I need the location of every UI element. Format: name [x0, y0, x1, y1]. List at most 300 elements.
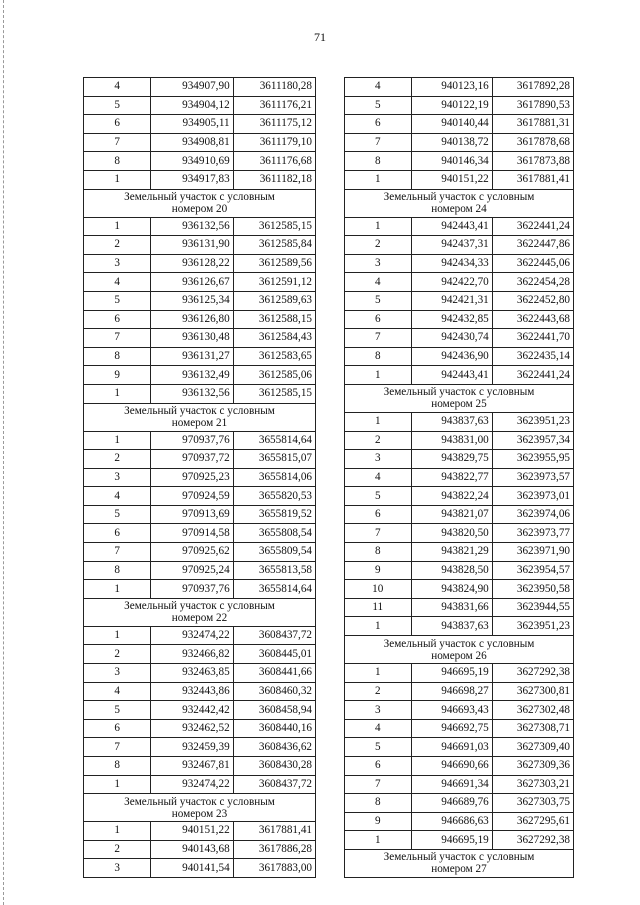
plot-header-title: Земельный участок с условным — [383, 851, 535, 864]
x-coordinate-cell: 943822,77 — [411, 468, 492, 487]
table-row — [84, 347, 316, 366]
point-number-cell: 5 — [84, 701, 151, 720]
point-number-cell: 5 — [345, 96, 412, 115]
point-number-cell: 7 — [84, 543, 151, 562]
point-number-cell: 1 — [84, 217, 151, 236]
y-coordinate-cell: 3655814,64 — [233, 431, 315, 450]
point-number-cell: 3 — [345, 450, 412, 469]
y-coordinate-cell: 3608436,62 — [233, 738, 315, 757]
x-coordinate-cell: 940151,22 — [411, 170, 492, 189]
y-coordinate-cell: 3622443,68 — [492, 310, 573, 329]
table-row — [345, 291, 574, 310]
x-coordinate-cell: 940123,16 — [411, 78, 492, 97]
table-row — [345, 115, 574, 134]
point-number-cell: 6 — [84, 524, 151, 543]
y-coordinate-cell: 3655809,54 — [233, 543, 315, 562]
table-row — [345, 580, 574, 599]
table-row — [84, 115, 316, 134]
plot-header — [345, 384, 574, 412]
plot-header-title: Земельный участок с условным — [124, 600, 275, 613]
y-coordinate-cell: 3612591,12 — [233, 273, 315, 292]
plot-header-title: Земельный участок с условным — [383, 637, 535, 650]
y-coordinate-cell: 3655820,53 — [233, 487, 315, 506]
table-row — [84, 505, 316, 524]
y-coordinate-cell: 3608437,72 — [233, 775, 315, 794]
table-row — [345, 96, 574, 115]
x-coordinate-cell: 943821,29 — [411, 543, 492, 562]
point-number-cell: 2 — [84, 840, 151, 859]
x-coordinate-cell: 936131,90 — [151, 236, 233, 255]
y-coordinate-cell: 3612585,15 — [233, 384, 315, 403]
y-coordinate-cell: 3611182,18 — [233, 170, 315, 189]
point-number-cell: 2 — [84, 236, 151, 255]
table-row — [84, 645, 316, 664]
point-number-cell: 5 — [84, 96, 151, 115]
table-row — [84, 738, 316, 757]
table-row — [345, 794, 574, 813]
x-coordinate-cell: 942436,90 — [411, 347, 492, 366]
y-coordinate-cell: 3611180,28 — [233, 78, 315, 97]
x-coordinate-cell: 943831,66 — [411, 598, 492, 617]
table-row — [84, 133, 316, 152]
x-coordinate-cell: 970925,23 — [151, 468, 233, 487]
x-coordinate-cell: 942432,85 — [411, 310, 492, 329]
point-number-cell: 6 — [345, 757, 412, 776]
point-number-cell: 1 — [345, 217, 412, 236]
x-coordinate-cell: 943820,50 — [411, 524, 492, 543]
table-row — [345, 254, 574, 273]
point-number-cell: 9 — [345, 812, 412, 831]
y-coordinate-cell: 3622435,14 — [492, 347, 573, 366]
y-coordinate-cell: 3617873,88 — [492, 152, 573, 171]
point-number-cell: 4 — [84, 487, 151, 506]
x-coordinate-cell: 932462,52 — [151, 719, 233, 738]
x-coordinate-cell: 932466,82 — [151, 645, 233, 664]
plot-header — [84, 403, 316, 431]
table-row — [84, 859, 316, 878]
table-row — [84, 217, 316, 236]
y-coordinate-cell: 3608437,72 — [233, 626, 315, 645]
point-number-cell: 6 — [84, 310, 151, 329]
x-coordinate-cell: 940138,72 — [411, 133, 492, 152]
table-row — [84, 580, 316, 599]
point-number-cell: 11 — [345, 598, 412, 617]
point-number-cell: 5 — [345, 487, 412, 506]
point-number-cell: 5 — [84, 291, 151, 310]
y-coordinate-cell: 3655815,07 — [233, 450, 315, 469]
table-row — [345, 719, 574, 738]
y-coordinate-cell: 3622441,70 — [492, 329, 573, 348]
table-row — [84, 273, 316, 292]
page-edge-artifact — [0, 0, 4, 905]
plot-header-row — [345, 849, 574, 877]
x-coordinate-cell: 946690,66 — [411, 757, 492, 776]
point-number-cell: 3 — [84, 254, 151, 273]
left-coordinates-column — [83, 77, 316, 878]
plot-header-row — [84, 403, 316, 431]
plot-header-number: номером 24 — [431, 203, 487, 216]
y-coordinate-cell: 3611176,21 — [233, 96, 315, 115]
plot-header-row — [345, 636, 574, 664]
x-coordinate-cell: 946695,19 — [411, 831, 492, 850]
plot-header-number: номером 20 — [171, 203, 228, 216]
table-row — [84, 366, 316, 385]
y-coordinate-cell: 3623971,90 — [492, 543, 573, 562]
x-coordinate-cell: 970914,58 — [151, 524, 233, 543]
x-coordinate-cell: 936132,49 — [151, 366, 233, 385]
x-coordinate-cell: 942434,33 — [411, 254, 492, 273]
plot-header-number: номером 25 — [431, 398, 487, 411]
y-coordinate-cell: 3622445,06 — [492, 254, 573, 273]
table-row — [345, 812, 574, 831]
point-number-cell: 4 — [345, 468, 412, 487]
table-row — [84, 682, 316, 701]
x-coordinate-cell: 943821,07 — [411, 505, 492, 524]
table-row — [345, 487, 574, 506]
table-row — [84, 236, 316, 255]
y-coordinate-cell: 3612585,84 — [233, 236, 315, 255]
x-coordinate-cell: 943837,63 — [411, 412, 492, 431]
x-coordinate-cell: 932467,81 — [151, 757, 233, 776]
y-coordinate-cell: 3623974,06 — [492, 505, 573, 524]
plot-header-title: Земельный участок с условным — [124, 405, 275, 417]
x-coordinate-cell: 943822,24 — [411, 487, 492, 506]
table-row — [345, 236, 574, 255]
x-coordinate-cell: 970937,76 — [151, 431, 233, 450]
point-number-cell: 1 — [345, 664, 412, 683]
plot-header-number: номером 22 — [171, 612, 228, 625]
x-coordinate-cell: 934910,69 — [151, 152, 233, 171]
table-row — [84, 384, 316, 403]
y-coordinate-cell: 3655814,06 — [233, 468, 315, 487]
right-coordinates-column — [344, 77, 574, 878]
point-number-cell: 1 — [84, 580, 151, 599]
point-number-cell: 3 — [345, 254, 412, 273]
point-number-cell: 2 — [345, 236, 412, 255]
y-coordinate-cell: 3623951,23 — [492, 617, 573, 636]
table-row — [345, 757, 574, 776]
table-row — [84, 450, 316, 469]
plot-header-title: Земельный участок с условным — [124, 191, 275, 204]
point-number-cell: 9 — [84, 366, 151, 385]
table-row — [84, 152, 316, 171]
point-number-cell: 6 — [345, 310, 412, 329]
y-coordinate-cell: 3627309,36 — [492, 757, 573, 776]
point-number-cell: 4 — [84, 273, 151, 292]
point-number-cell: 8 — [345, 794, 412, 813]
y-coordinate-cell: 3627309,40 — [492, 738, 573, 757]
point-number-cell: 4 — [84, 78, 151, 97]
y-coordinate-cell: 3608440,16 — [233, 719, 315, 738]
y-coordinate-cell: 3608430,28 — [233, 757, 315, 776]
point-number-cell: 8 — [345, 152, 412, 171]
table-row — [84, 719, 316, 738]
x-coordinate-cell: 932442,42 — [151, 701, 233, 720]
x-coordinate-cell: 932459,39 — [151, 738, 233, 757]
x-coordinate-cell: 946695,19 — [411, 664, 492, 683]
table-row — [345, 617, 574, 636]
plot-header-number: номером 21 — [171, 417, 228, 429]
table-row — [84, 840, 316, 859]
y-coordinate-cell: 3612585,15 — [233, 217, 315, 236]
y-coordinate-cell: 3627295,61 — [492, 812, 573, 831]
table-row — [84, 543, 316, 562]
x-coordinate-cell: 970937,72 — [151, 450, 233, 469]
point-number-cell: 3 — [84, 468, 151, 487]
y-coordinate-cell: 3623951,23 — [492, 412, 573, 431]
plot-header-number: номером 26 — [431, 649, 487, 662]
y-coordinate-cell: 3655813,58 — [233, 561, 315, 580]
table-row — [345, 347, 574, 366]
point-number-cell: 1 — [84, 626, 151, 645]
plot-header — [345, 189, 574, 217]
x-coordinate-cell: 940140,44 — [411, 115, 492, 134]
table-row — [84, 561, 316, 580]
x-coordinate-cell: 942437,31 — [411, 236, 492, 255]
x-coordinate-cell: 934907,90 — [151, 78, 233, 97]
table-row — [345, 561, 574, 580]
table-row — [84, 291, 316, 310]
x-coordinate-cell: 970925,62 — [151, 543, 233, 562]
point-number-cell: 4 — [345, 78, 412, 97]
plot-header-title: Земельный участок с условным — [383, 191, 535, 204]
right-coordinates-table — [344, 77, 574, 878]
plot-header — [345, 636, 574, 664]
point-number-cell: 2 — [345, 682, 412, 701]
table-row — [84, 664, 316, 683]
table-row — [84, 254, 316, 273]
table-row — [84, 701, 316, 720]
y-coordinate-cell: 3611179,10 — [233, 133, 315, 152]
x-coordinate-cell: 936128,22 — [151, 254, 233, 273]
y-coordinate-cell: 3623973,77 — [492, 524, 573, 543]
x-coordinate-cell: 970937,76 — [151, 580, 233, 599]
x-coordinate-cell: 932463,85 — [151, 664, 233, 683]
y-coordinate-cell: 3617881,41 — [492, 170, 573, 189]
y-coordinate-cell: 3622452,80 — [492, 291, 573, 310]
x-coordinate-cell: 942430,74 — [411, 329, 492, 348]
point-number-cell: 8 — [84, 561, 151, 580]
x-coordinate-cell: 936132,56 — [151, 384, 233, 403]
point-number-cell: 5 — [345, 738, 412, 757]
left-coordinates-table — [83, 77, 316, 878]
x-coordinate-cell: 934917,83 — [151, 170, 233, 189]
table-row — [84, 626, 316, 645]
y-coordinate-cell: 3612589,63 — [233, 291, 315, 310]
y-coordinate-cell: 3623973,01 — [492, 487, 573, 506]
point-number-cell: 7 — [345, 133, 412, 152]
y-coordinate-cell: 3617878,68 — [492, 133, 573, 152]
x-coordinate-cell: 936131,27 — [151, 347, 233, 366]
point-number-cell: 7 — [345, 329, 412, 348]
y-coordinate-cell: 3655808,54 — [233, 524, 315, 543]
point-number-cell: 6 — [345, 115, 412, 134]
table-row — [345, 468, 574, 487]
x-coordinate-cell: 970924,59 — [151, 487, 233, 506]
table-row — [84, 757, 316, 776]
y-coordinate-cell: 3655814,64 — [233, 580, 315, 599]
table-row — [84, 431, 316, 450]
x-coordinate-cell: 943831,00 — [411, 431, 492, 450]
point-number-cell: 1 — [345, 412, 412, 431]
point-number-cell: 6 — [84, 719, 151, 738]
table-row — [345, 543, 574, 562]
table-row — [84, 78, 316, 97]
point-number-cell: 2 — [84, 450, 151, 469]
table-row — [345, 412, 574, 431]
point-number-cell: 1 — [84, 384, 151, 403]
table-row — [84, 822, 316, 841]
x-coordinate-cell: 936132,56 — [151, 217, 233, 236]
plot-header — [84, 189, 316, 217]
y-coordinate-cell: 3612588,15 — [233, 310, 315, 329]
x-coordinate-cell: 936125,34 — [151, 291, 233, 310]
y-coordinate-cell: 3612583,65 — [233, 347, 315, 366]
table-row — [345, 310, 574, 329]
table-row — [345, 664, 574, 683]
y-coordinate-cell: 3627292,38 — [492, 831, 573, 850]
table-row — [84, 524, 316, 543]
point-number-cell: 9 — [345, 561, 412, 580]
y-coordinate-cell: 3655819,52 — [233, 505, 315, 524]
y-coordinate-cell: 3622441,24 — [492, 217, 573, 236]
x-coordinate-cell: 942443,41 — [411, 217, 492, 236]
table-row — [345, 701, 574, 720]
point-number-cell: 4 — [84, 682, 151, 701]
plot-header-number: номером 23 — [171, 807, 228, 820]
x-coordinate-cell: 970913,69 — [151, 505, 233, 524]
point-number-cell: 1 — [84, 775, 151, 794]
table-row — [84, 96, 316, 115]
point-number-cell: 1 — [84, 431, 151, 450]
x-coordinate-cell: 940143,68 — [151, 840, 233, 859]
point-number-cell: 6 — [84, 115, 151, 134]
point-number-cell: 3 — [84, 664, 151, 683]
plot-header-row — [345, 384, 574, 412]
table-row — [345, 598, 574, 617]
table-row — [345, 682, 574, 701]
x-coordinate-cell: 932474,22 — [151, 775, 233, 794]
point-number-cell: 1 — [345, 617, 412, 636]
table-row — [345, 505, 574, 524]
y-coordinate-cell: 3608445,01 — [233, 645, 315, 664]
x-coordinate-cell: 946691,34 — [411, 775, 492, 794]
table-row — [84, 775, 316, 794]
table-row — [84, 170, 316, 189]
plot-header-title: Земельный участок с условным — [383, 386, 535, 399]
point-number-cell: 5 — [84, 505, 151, 524]
y-coordinate-cell: 3622454,28 — [492, 273, 573, 292]
plot-header-row — [345, 189, 574, 217]
y-coordinate-cell: 3617881,31 — [492, 115, 573, 134]
y-coordinate-cell: 3611176,68 — [233, 152, 315, 171]
point-number-cell: 4 — [345, 273, 412, 292]
x-coordinate-cell: 946693,43 — [411, 701, 492, 720]
table-row — [345, 78, 574, 97]
table-row — [84, 310, 316, 329]
point-number-cell: 8 — [84, 347, 151, 366]
x-coordinate-cell: 946686,63 — [411, 812, 492, 831]
y-coordinate-cell: 3617883,00 — [233, 859, 315, 878]
point-number-cell: 1 — [84, 822, 151, 841]
table-row — [345, 775, 574, 794]
y-coordinate-cell: 3622441,24 — [492, 366, 573, 385]
point-number-cell: 2 — [84, 645, 151, 664]
table-row — [84, 329, 316, 348]
page-number: 71 — [314, 30, 326, 44]
point-number-cell: 3 — [345, 701, 412, 720]
table-row — [345, 450, 574, 469]
point-number-cell: 7 — [345, 524, 412, 543]
y-coordinate-cell: 3627300,81 — [492, 682, 573, 701]
x-coordinate-cell: 936130,48 — [151, 329, 233, 348]
y-coordinate-cell: 3627292,38 — [492, 664, 573, 683]
plot-header — [345, 849, 574, 877]
x-coordinate-cell: 943829,75 — [411, 450, 492, 469]
point-number-cell: 7 — [345, 775, 412, 794]
x-coordinate-cell: 940122,19 — [411, 96, 492, 115]
x-coordinate-cell: 934908,81 — [151, 133, 233, 152]
y-coordinate-cell: 3608458,94 — [233, 701, 315, 720]
x-coordinate-cell: 943828,50 — [411, 561, 492, 580]
table-row — [345, 431, 574, 450]
table-row — [345, 273, 574, 292]
y-coordinate-cell: 3617892,28 — [492, 78, 573, 97]
y-coordinate-cell: 3623957,34 — [492, 431, 573, 450]
y-coordinate-cell: 3617890,53 — [492, 96, 573, 115]
x-coordinate-cell: 940141,54 — [151, 859, 233, 878]
y-coordinate-cell: 3608441,66 — [233, 664, 315, 683]
point-number-cell: 5 — [345, 291, 412, 310]
y-coordinate-cell: 3623950,58 — [492, 580, 573, 599]
table-row — [84, 487, 316, 506]
point-number-cell: 2 — [345, 431, 412, 450]
plot-header-title: Земельный участок с условным — [124, 795, 275, 808]
plot-header — [84, 794, 316, 822]
table-row — [345, 170, 574, 189]
x-coordinate-cell: 946689,76 — [411, 794, 492, 813]
point-number-cell: 1 — [345, 831, 412, 850]
point-number-cell: 8 — [84, 757, 151, 776]
x-coordinate-cell: 936126,67 — [151, 273, 233, 292]
y-coordinate-cell: 3617886,28 — [233, 840, 315, 859]
table-row — [345, 133, 574, 152]
x-coordinate-cell: 932474,22 — [151, 626, 233, 645]
x-coordinate-cell: 940151,22 — [151, 822, 233, 841]
y-coordinate-cell: 3623955,95 — [492, 450, 573, 469]
y-coordinate-cell: 3617881,41 — [233, 822, 315, 841]
point-number-cell: 6 — [345, 505, 412, 524]
y-coordinate-cell: 3627302,48 — [492, 701, 573, 720]
plot-header-row — [84, 598, 316, 626]
y-coordinate-cell: 3612585,06 — [233, 366, 315, 385]
point-number-cell: 1 — [84, 170, 151, 189]
y-coordinate-cell: 3623973,57 — [492, 468, 573, 487]
point-number-cell: 10 — [345, 580, 412, 599]
x-coordinate-cell: 932443,86 — [151, 682, 233, 701]
table-row — [345, 524, 574, 543]
x-coordinate-cell: 942421,31 — [411, 291, 492, 310]
y-coordinate-cell: 3612584,43 — [233, 329, 315, 348]
y-coordinate-cell: 3627303,75 — [492, 794, 573, 813]
x-coordinate-cell: 934904,12 — [151, 96, 233, 115]
x-coordinate-cell: 943837,63 — [411, 617, 492, 636]
y-coordinate-cell: 3623944,55 — [492, 598, 573, 617]
point-number-cell: 7 — [84, 133, 151, 152]
x-coordinate-cell: 936126,80 — [151, 310, 233, 329]
table-row — [345, 329, 574, 348]
plot-header-row — [84, 794, 316, 822]
